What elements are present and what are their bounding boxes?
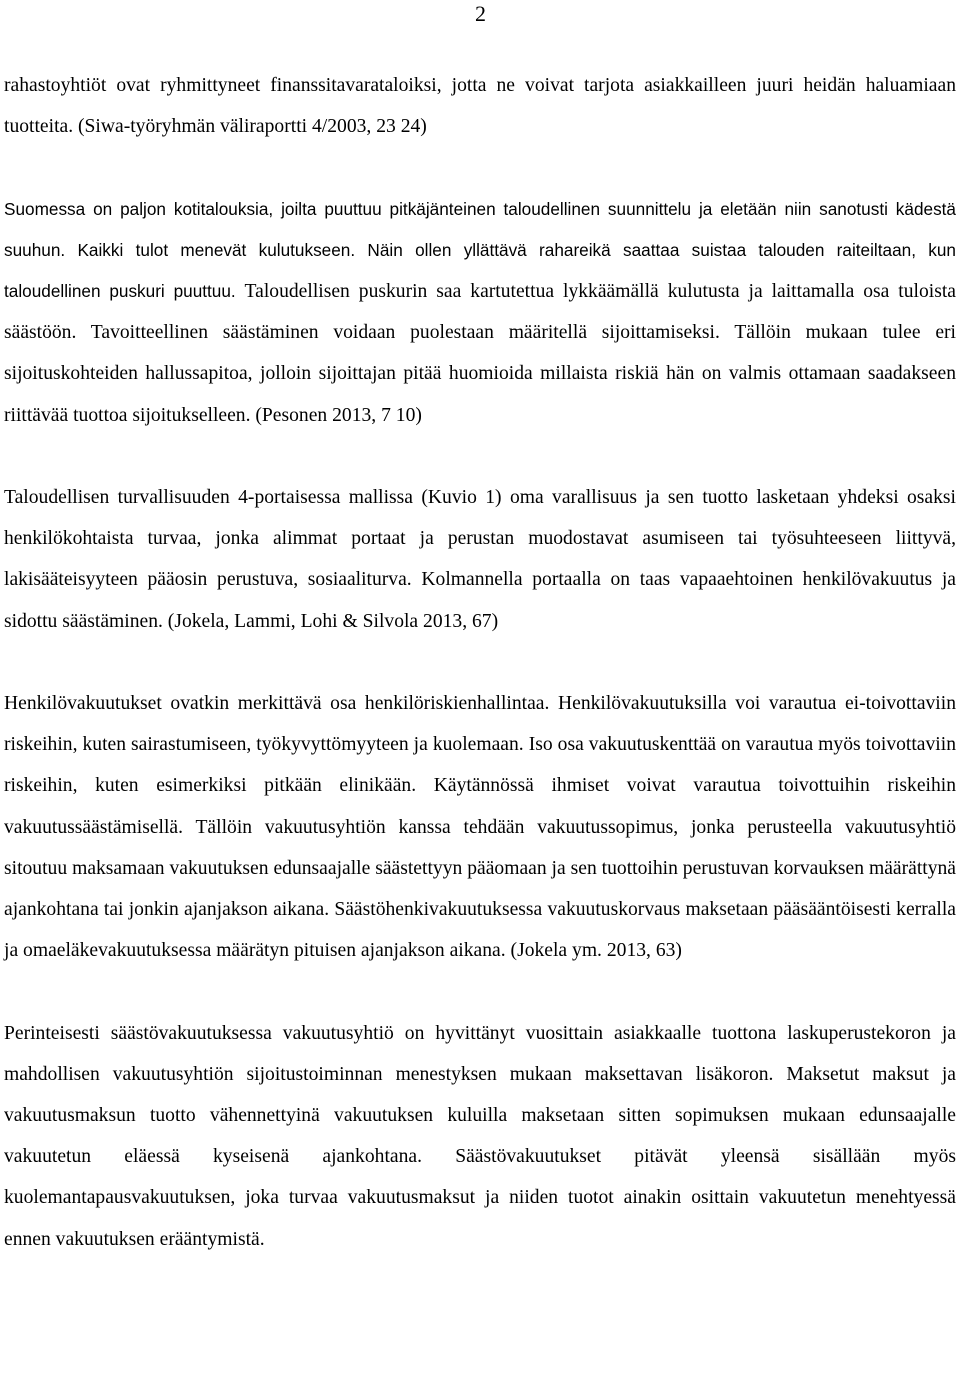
paragraph-text: Henkilövakuutukset ovatkin merkittävä osa henkilöriskienhallintaa. Henkilövakuutuksilla voi varautua ei-toivottaviin riskeihin, kuten sairastumiseen, työkyvyttömyyteen ja kuolemaan. Iso osa vakuutuskenttää on varautua myös toivottaviin riskeihin, kuten esimerkiksi pitkään elinikään. Käytännössä ihmiset voivat varautua toivottuihin riskeihin vakuutussäästämisellä. Tällöin vakuutusyhtiön kanssa tehdään vakuutussopimus, jonka perusteella vakuutusyhtiö sitoutuu maksamaan vakuutuksen edunsaajalle säästettyyn pääomaan ja sen tuottoihin perustuvan korvauksen määrättynä ajankohtana tai jonkin ajanjakson aikana. Säästöhenkivakuutuksessa vakuutuskorvaus maksetaan pääsääntöisesti kerralla ja omaeläkevakuutuksessa määrätyn pituisen ajanjakson aikana. (Jokela ym. 2013, 63) xyxy=(4,693,956,962)
page-number: 2 xyxy=(475,1,486,26)
paragraph-text: Taloudellisen puskurin saa kartutettua lykkäämällä kulutusta ja laittamalla osa tuloista säästöön. Tavoitteellinen säästäminen voidaan puolestaan määritellä sijoittamiseksi. Tällöin mukaan tulee eri sijoituskohteiden hallussapitoa, jolloin sijoittajan pitää huomioida millaista riskiä hän on valmis ottamaan saadakseen riittävää tuottoa sijoitukselleen. (Pesonen 2013, 7 10) xyxy=(4,281,956,426)
paragraph-4 xyxy=(4,683,956,971)
paragraph-1 xyxy=(4,65,956,147)
paragraph-text: Perinteisesti säästövakuutuksessa vakuutusyhtiö on hyvittänyt vuosittain asiakkaalle tuottona laskuperustekoron ja mahdollisen vakuutusyhtiön sijoitustoiminnan menestyksen mukaan maksettavan lisäkoron. Maksetut maksut ja vakuutusmaksun tuotto vähennettyinä vakuutuksen kuluilla maksetaan sitten sopimuksen mukaan edunsaajalle vakuutetun eläessä kyseisenä ajankohtana. Säästövakuutukset pitävät yleensä sisällään myös kuolemantapausvakuutuksen, joka turvaa vakuutusmaksut ja niiden tuotot ainakin osittain vakuutetun menehtyessä ennen vakuutuksen erääntymistä. xyxy=(4,1022,956,1250)
body-text xyxy=(4,65,956,1260)
paragraph-text: rahastoyhtiöt ovat ryhmittyneet finanssitavarataloiksi, jotta ne voivat tarjota asiakkailleen juuri heidän haluamiaan tuotteita. (Siwa-työryhmän väliraportti 4/2003, 23 24) xyxy=(4,75,956,138)
paragraph-text: Taloudellisen turvallisuuden 4-portaisessa mallissa (Kuvio 1) oma varallisuus ja sen tuotto lasketaan yhdeksi osaksi henkilökohtaista turvaa, jonka alimmat portaat ja perustan muodostavat asumiseen tai työsuhteeseen liittyvä, lakisääteisyyteen pääosin perustuva, sosiaaliturva. Kolmannella portaalla on taas vapaaehtoinen henkilövakuutus ja sidottu säästäminen. (Jokela, Lammi, Lohi & Silvola 2013, 67) xyxy=(4,487,956,632)
paragraph-5 xyxy=(4,1013,956,1260)
paragraph-2 xyxy=(4,189,956,436)
paragraph-text: Suomessa on paljon kotitalouksia, joilta puuttuu pitkäjänteinen taloudellinen suunnittelu ja eletään niin sanotusti kädestä suuhun. Kaikki tulot menevät kulutukseen. Näin ollen yllättävä rahareikä saattaa suistaa talouden raiteiltaan, kun taloudellinen puskuri puuttuu. xyxy=(4,198,956,301)
paragraph-3 xyxy=(4,477,956,642)
